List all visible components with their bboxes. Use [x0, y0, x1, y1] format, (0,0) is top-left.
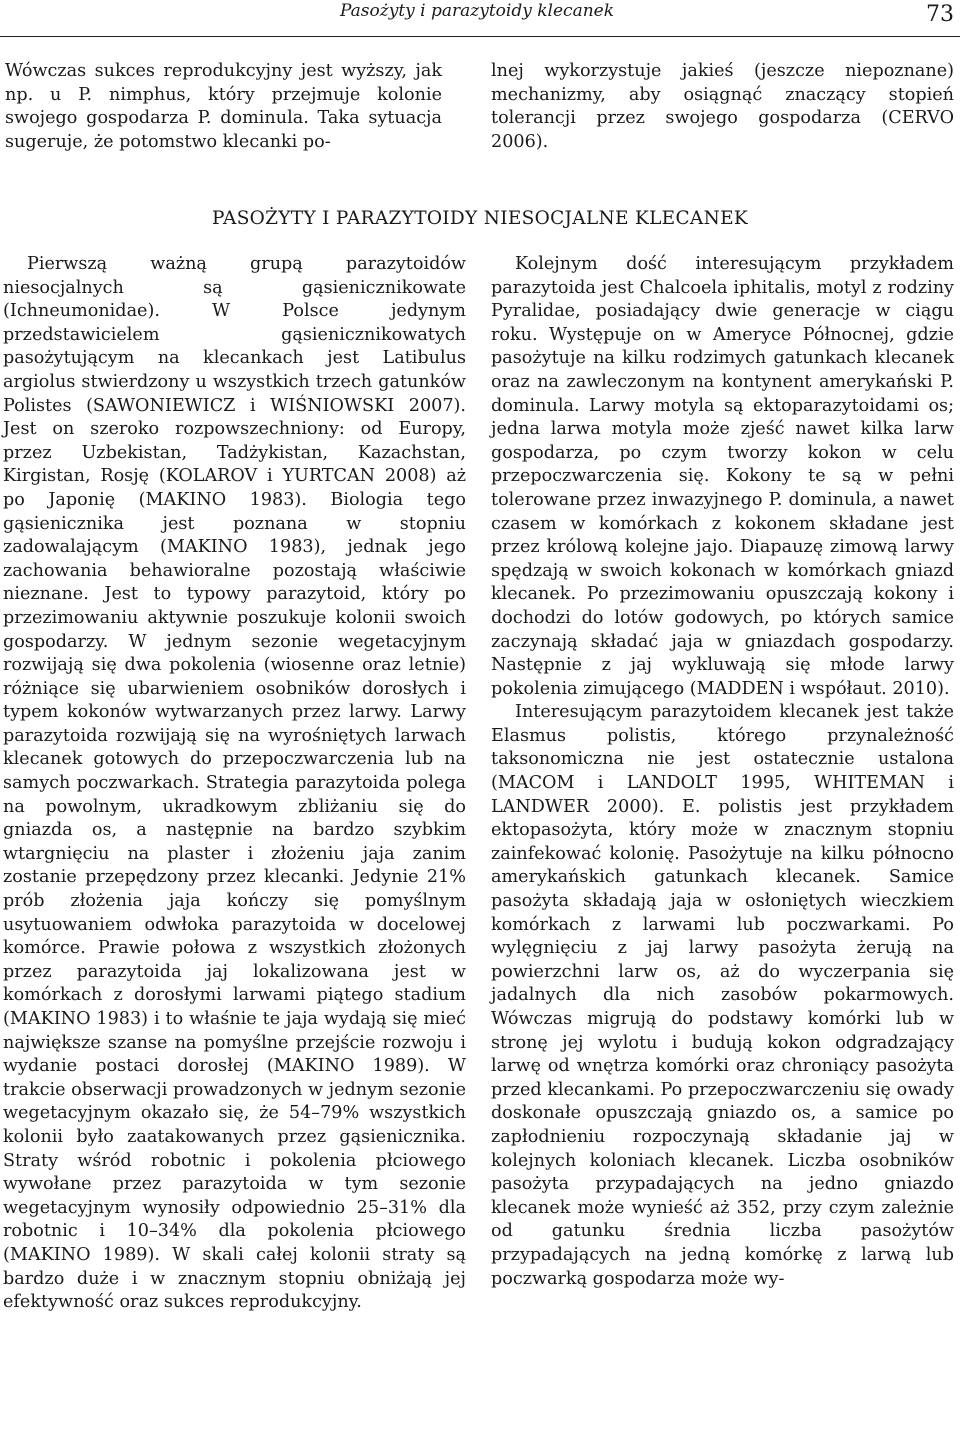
top-right-paragraph: [491, 60, 954, 154]
running-title: Pasożyty i parazytoidy klecanek: [340, 1, 615, 21]
top-left-text: Wówczas sukces reprodukcyjny jest wyższy, jak np. u P. nimphus, który przejmuje kolonie swojego gospodarza P. dominula. Taka sytuacja sugeruje, że potomstwo klecanki po-: [5, 61, 442, 152]
right-paragraph-2: Interesującym parazytoidem klecanek jest także Elasmus polistis, którego przynależność taksonomiczna nie jest ostatecznie ustalona (MACOM i LANDOLT 1995, WHITEMAN i LANDWER 2000). E. polistis jest przykładem ektopasożyta, który może w znacznym stopniu zainfekować kolonię. Pasożytuje na kilku północno amerykańskich gatunkach klecanek. Samice pasożyta składają jaja w osłoniętych wieczkiem komórkach z larwami lub poczwarkami. Po wylęgnięciu z jaj larwy pasożyta żerują na powierzchni larw os, aż do wyczerpania się jadalnych dla nich zasobów pokarmowych. Wówczas migrują do podstawy komórki lub w stronę jej wylotu i budują kokon odgradzający larwę od wnętrza komórki oraz chroniący pasożyta przed klecankami. Po przepoczwarczeniu się owady doskonałe opuszczają gniazdo os, a samice po zapłodnieniu rozpoczynają składanie jaj w kolejnych koloniach klecanek. Liczba osobników pasożyta przypadających na jedno gniazdo klecanek może wynieść aż 352, przy czym zależnie od gatunku średnia liczba pasożytów przypadających na jedną komórkę z larwą lub poczwarką gospodarza może wy-: [491, 702, 954, 1289]
running-head: [0, 0, 960, 37]
left-column: [3, 253, 466, 1315]
right-paragraph-1: Kolejnym dość interesującym przykładem parazytoida jest Chalcoela iphitalis, motyl z rodziny Pyralidae, posiadający dwie generacje w ciągu roku. Występuje on w Ameryce Północnej, gdzie pasożytuje na kilku rodzimych gatunkach klecanek oraz na zawleczonym na kontynent amerykański P. dominula. Larwy motyla są ektoparazytoidami os; jedna larwa motyla może zjeść nawet kilka larw gospodarza, po czym tworzy kokon w celu przepoczwarczenia się. Kokony te są w pełni tolerowane przez inwazyjnego P. dominula, a nawet czasem w komórkach z kokonem składane jest przez królową kolejne jajo. Diapauzę zimową larwy spędzają w swoich kokonach w komórkach gniazd klecanek. Po przezimowaniu opuszczają kokony i dochodzi do lotów godowych, po których samice zaczynają składać jaja w gniazdach gospodarzy. Następnie z jaj wykluwają się młode larwy pokolenia zimującego (MADDEN i współaut. 2010).: [491, 254, 954, 699]
left-paragraph: Pierwszą ważną grupą parazytoidów niesocjalnych są gąsienicznikowate (Ichneumonidae). W Polsce jedynym przedstawicielem gąsienicznikowatych pasożytującym na klecankach jest Latibulus argiolus stwierdzony u wszystkich trzech gatunków Polistes (SAWONIEWICZ i WIŚNIOWSKI 2007). Jest on szeroko rozpowszechniony: od Europy, przez Uzbekistan, Tadżykistan, Kazachstan, Kirgistan, Rosję (KOLAROV i YURTCAN 2008) aż po Japonię (MAKINO 1983). Biologia tego gąsienicznika jest poznana w stopniu zadowalającym (MAKINO 1983), jednak jego zachowania behawioralne pozostają właściwie nieznane. Jest to typowy parazytoid, który po przezimowaniu aktywnie poszukuje kolonii swoich gospodarzy. W jednym sezonie wegetacyjnym rozwijają się dwa pokolenia (wiosenne oraz letnie) różniące się ubarwieniem osobników dorosłych i typem kokonów wytwarzanych przez larwy. Larwy parazytoida rozwijają się na wyrośniętych larwach klecanek gotowych do przepoczwarczenia lub na samych poczwarkach. Strategia parazytoida polega na powolnym, ukradkowym zbliżaniu się do gniazda os, a następnie na bardzo szybkim wtargnięciu na plaster i złożeniu jaja zanim zostanie przepędzony przez klecanki. Jedynie 21% prób złożenia jaja kończy się pomyślnym usytuowaniem odwłoka parazytoida w docelowej komórce. Prawie połowa z wszystkich złożonych przez parazytoida jaj lokalizowana jest w komórkach z dorosłymi larwami piątego stadium (MAKINO 1983) i to właśnie te jaja wydają się mieć największe szanse na pomyślne przejście rozwoju i wydanie postaci dorosłej (MAKINO 1989). W trakcie obserwacji prowadzonych w jednym sezonie wegetacyjnym okazało się, że 54–79% wszystkich kolonii było zaatakowanych przez gąsienicznika. Straty wśród robotnic i pokolenia płciowego wywołane przez parazytoida w tym sezonie wegetacyjnym wynosiły odpowiednio 25–31% dla robotnic i 10–34% dla pokolenia płciowego (MAKINO 1989). W skali całej kolonii straty są bardzo duże i w znacznym stopniu obniżają jej efektywność oraz sukces reprodukcyjny.: [3, 254, 466, 1313]
right-column: [491, 253, 954, 1291]
page-number: 73: [926, 2, 954, 27]
section-heading: PASOŻYTY I PARAZYTOIDY NIESOCJALNE KLECANEK: [211, 208, 748, 229]
top-right-text: lnej wykorzystuje jakieś (jeszcze niepoznane) mechanizmy, aby osiągnąć znaczący stopień tolerancji przez swojego gospodarza (CERVO 2006).: [491, 61, 954, 152]
top-left-paragraph: [5, 60, 442, 154]
